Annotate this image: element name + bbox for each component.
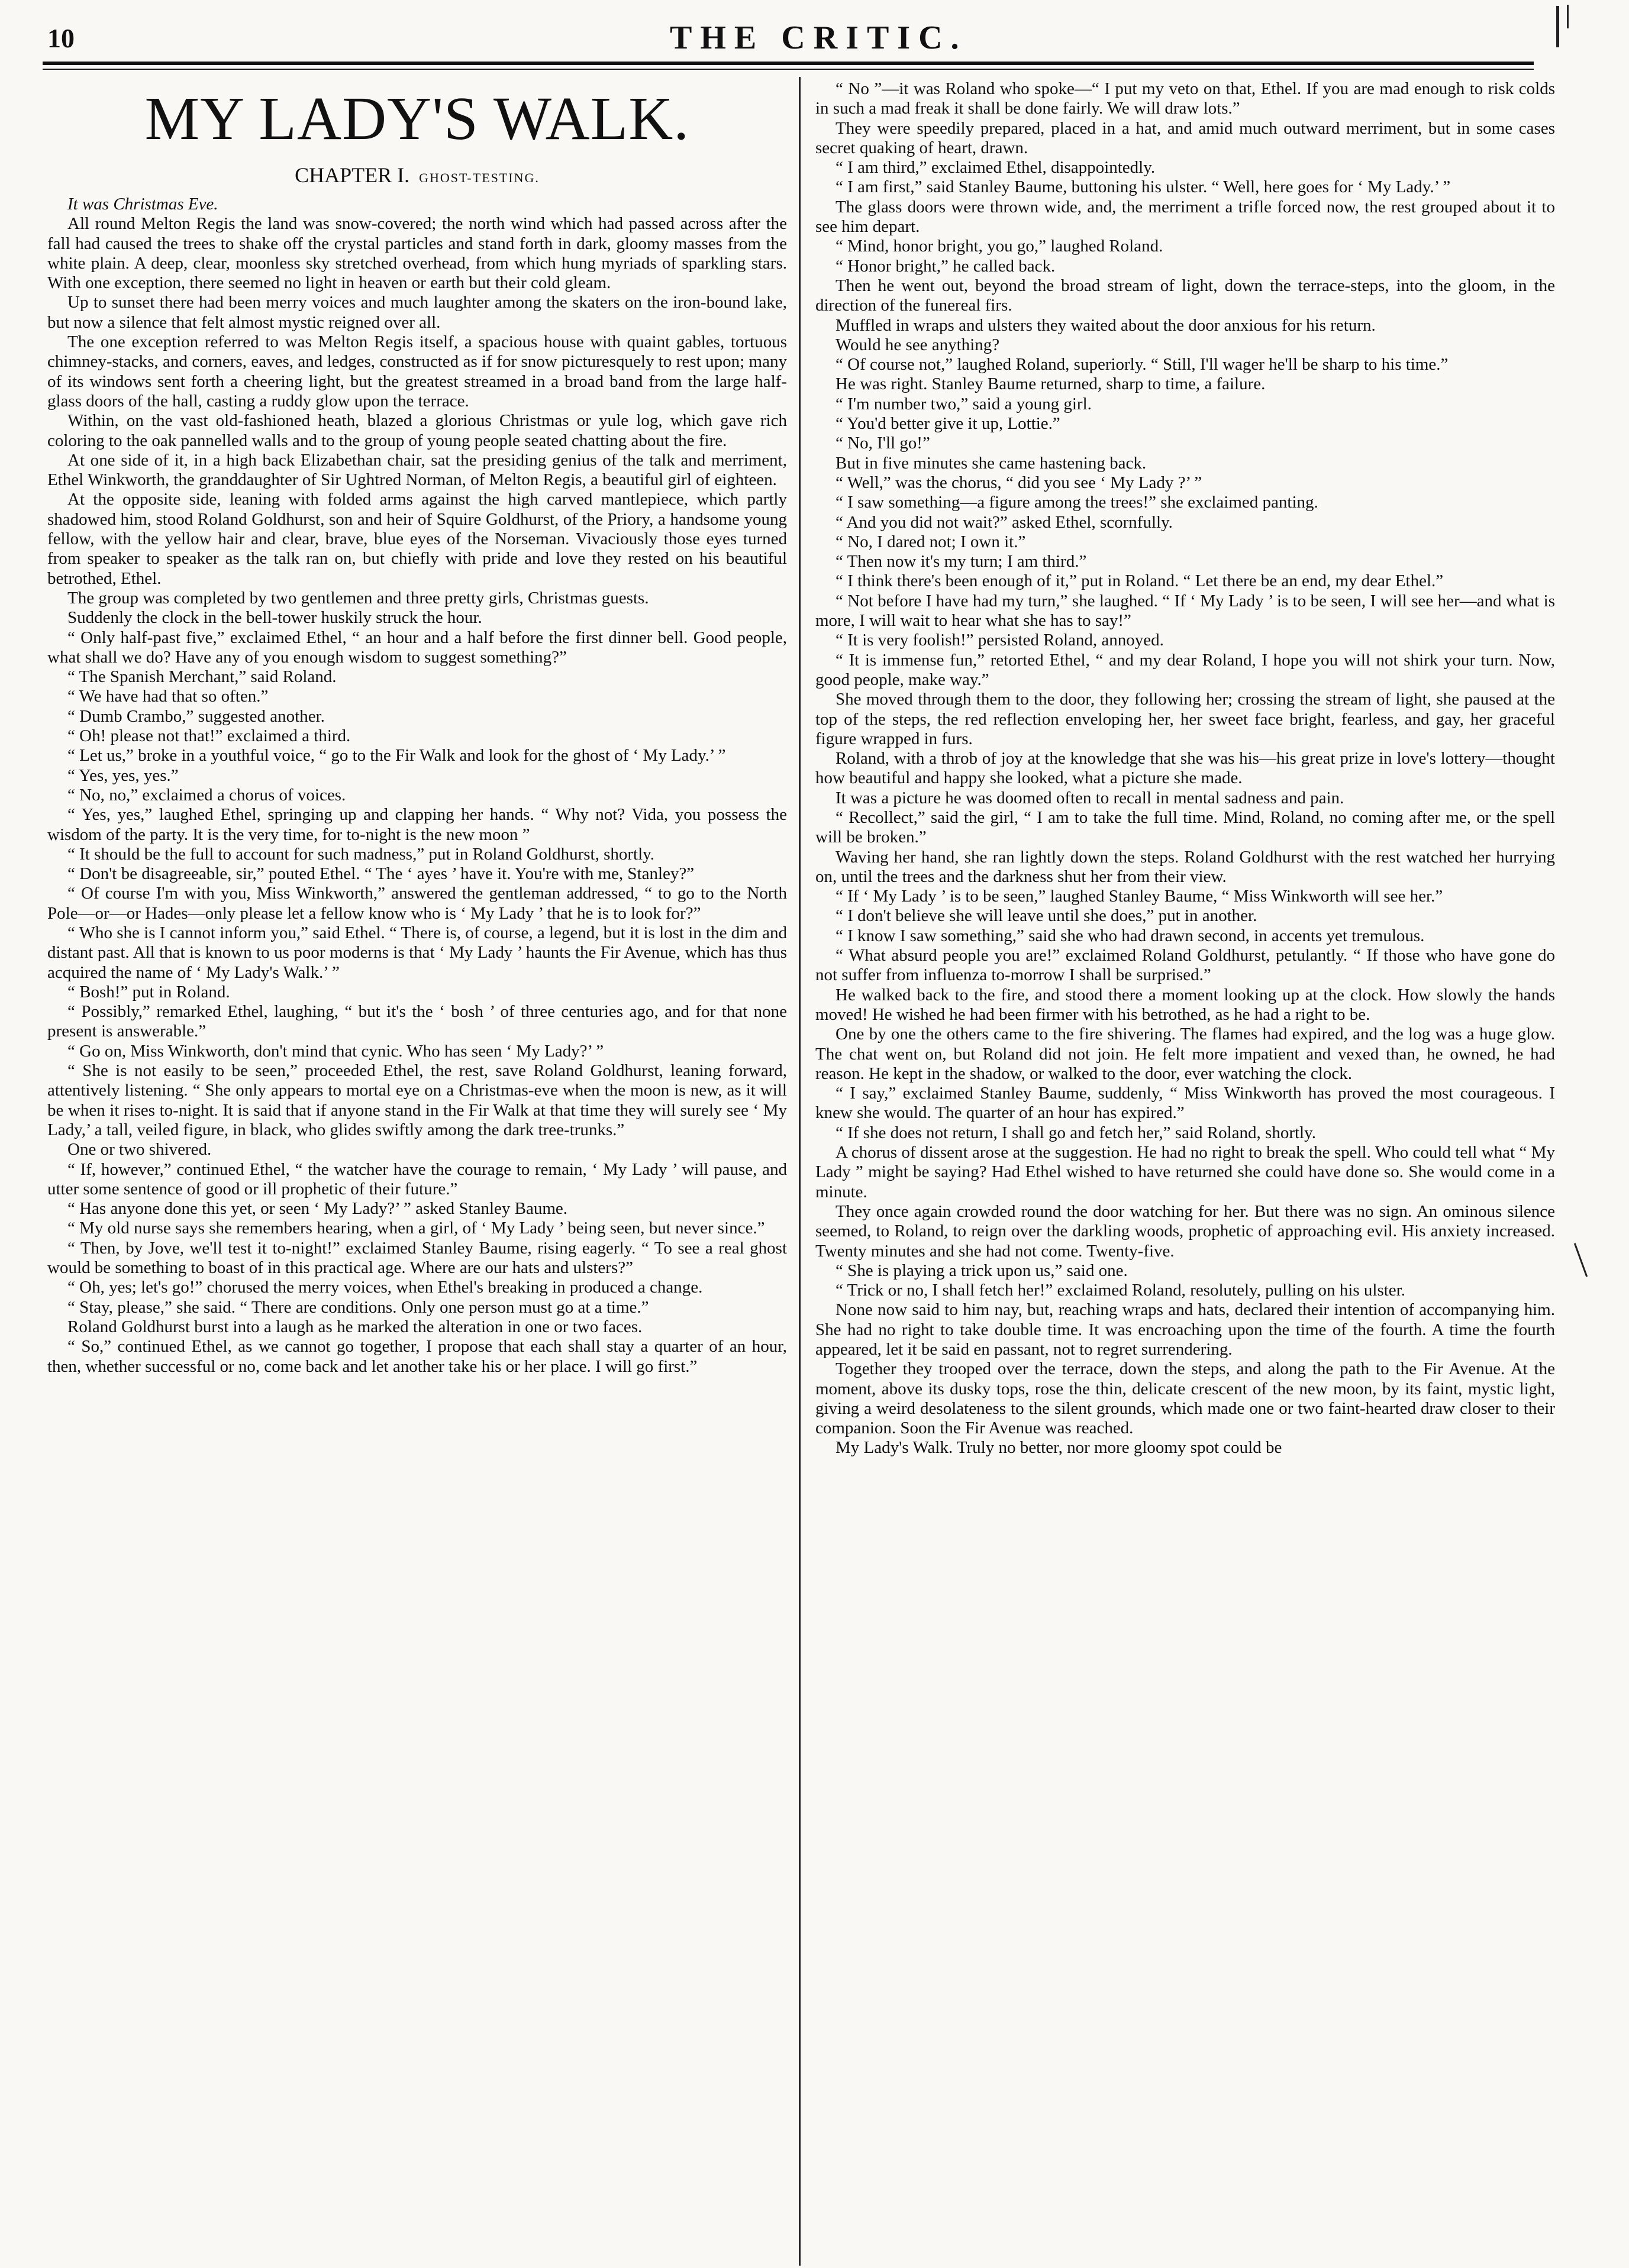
column-divider — [799, 77, 801, 2266]
paragraph: “ And you did not wait?” asked Ethel, scornfully. — [836, 512, 1173, 532]
paragraph: “ Only half-past five,” exclaimed Ethel, “ an hour and a half before the first dinner bell. Good people, what shall we do? Have any of you enough wisdom to suggest something?” — [47, 628, 787, 667]
paragraph: “ It should be the full to account for such madness,” put in Roland Goldhurst, shortly. — [67, 844, 655, 864]
paragraph: “ Go on, Miss Winkworth, don't mind that cynic. Who has seen ‘ My Lady?’ ” — [67, 1041, 604, 1061]
paragraph: Muffled in wraps and ulsters they waited about the door anxious for his return. — [836, 315, 1376, 335]
paragraph: “ Recollect,” said the girl, “ I am to take the full time. Mind, Roland, no coming after me, or the spell will be broken.” — [815, 807, 1555, 847]
paragraph: He walked back to the fire, and stood there a moment looking up at the clock. How slowly the hands moved! He wished he had been firmer with his betrothed, as he had a right to be. — [815, 985, 1555, 1024]
paragraph: It was a picture he was doomed often to recall in mental sadness and pain. — [836, 788, 1344, 807]
paragraph: “ Of course I'm with you, Miss Winkworth,” answered the gentleman addressed, “ to go to the North Pole—or—or Hades—only please let a fellow know who is ‘ My Lady ’ that he is to look for?” — [47, 884, 787, 923]
paragraph: “ Then now it's my turn; I am third.” — [836, 552, 1087, 571]
paragraph: “ Honor bright,” he called back. — [836, 256, 1056, 276]
paragraph: “ No, no,” exclaimed a chorus of voices. — [67, 785, 346, 805]
paragraph: “ Yes, yes,” laughed Ethel, springing up and clapping her hands. “ Why not? Vida, you possess the wisdom of the party. It is the very time, for to-night is the new moon ” — [47, 805, 787, 844]
paragraph: “ The Spanish Merchant,” said Roland. — [67, 667, 337, 687]
paragraph: One by one the others came to the fire shivering. The flames had expired, and the log was a huge glow. The chat went on, but Roland did not join. He felt more impatient and vexed than, he owned, he had reason. He kept in the shadow, or walked to the door, ever watching the clock. — [815, 1025, 1555, 1083]
paragraph: “ Don't be disagreeable, sir,” pouted Ethel. “ The ‘ ayes ’ have it. You're with me, Stanley?” — [67, 864, 695, 884]
chapter-heading — [47, 162, 787, 191]
paragraph: “ She is playing a trick upon us,” said one. — [836, 1261, 1128, 1280]
paragraph: “ Yes, yes, yes.” — [67, 765, 179, 785]
paragraph: “ Stay, please,” she said. “ There are conditions. Only one person must go at a time.” — [67, 1297, 649, 1317]
right-column — [815, 79, 1555, 2256]
paragraph: “ Who she is I cannot inform you,” said Ethel. “ There is, of course, a legend, but it is lost in the dim and distant past. All that is known to us poor moderns is that ‘ My Lady ’ haunts the Fir Avenue, which has thus acquired the name of ‘ My Lady's Walk.’ ” — [47, 923, 787, 982]
paragraph: “ Possibly,” remarked Ethel, laughing, “ but it's the ‘ bosh ’ of three centuries ago, and for that none present is answerable.” — [47, 1002, 787, 1041]
left-column — [47, 79, 787, 2256]
paragraph: Waving her hand, she ran lightly down the steps. Roland Goldhurst with the rest watched her hurrying on, until the trees and the darkness shut her from their view. — [815, 847, 1555, 886]
paragraph: “ Then, by Jove, we'll test it to-night!” exclaimed Stanley Baume, rising eagerly. “ To see a real ghost would be something to boast of in this practical age. Where are our hats and ulsters?” — [47, 1238, 787, 1278]
paragraph: They once again crowded round the door watching for her. But there was no sign. An ominous silence seemed, to Roland, to reign over the darkling woods, prophetic of approaching evil. His anxiety increased. Twenty minutes and she had not come. Twenty-five. — [815, 1201, 1555, 1261]
paragraph: Roland Goldhurst burst into a laugh as he marked the alteration in one or two faces. — [67, 1317, 643, 1336]
paragraph: A chorus of dissent arose at the suggestion. He had no right to break the spell. Who could tell what “ My Lady ” might be saying? Had Ethel wished to have returned she could have done so. She would come in a minute. — [815, 1143, 1555, 1201]
paragraph: “ Oh! please not that!” exclaimed a third. — [67, 726, 351, 746]
paragraph: “ What absurd people you are!” exclaimed Roland Goldhurst, petulantly. “ If those who have gone do not suffer from influenza to-morrow I shall be surprised.” — [815, 946, 1555, 985]
paragraph: Up to sunset there had been merry voices and much laughter among the skaters on the iron-bound lake, but now a silence that felt almost mystic reigned over all. — [47, 293, 787, 332]
page-number: 10 — [47, 23, 75, 53]
paragraph: She moved through them to the door, they following her; crossing the stream of light, she paused at the top of the steps, the red reflection enveloping her, her sweet face bright, fearless, and gay, her graceful figure wrapped in furs. — [815, 690, 1555, 748]
chapter-subtitle: GHOST-TESTING. — [419, 170, 540, 185]
paragraph: “ She is not easily to be seen,” proceeded Ethel, the rest, save Roland Goldhurst, leaning forward, attentively listening. “ She only appears to mortal eye on a Christmas-eve when the moon is new, as it will be when it rises to-night. It is said that if anyone stand in the Fir Walk at that time they will surely see ‘ My Lady,’ a tall, veiled figure, in black, who glides swiftly among the dark tree-trunks.” — [47, 1061, 787, 1139]
paragraph: “ I saw something—a figure among the trees!” she exclaimed panting. — [836, 493, 1318, 512]
scan-edge-mark — [1567, 5, 1569, 28]
paragraph: “ We have had that so often.” — [67, 687, 269, 706]
header-rule — [43, 62, 1534, 65]
paragraph: “ Has anyone done this yet, or seen ‘ My Lady?’ ” asked Stanley Baume. — [67, 1199, 568, 1219]
page-header — [43, 15, 1522, 60]
paragraph: “ It is very foolish!” persisted Roland, annoyed. — [836, 631, 1164, 650]
paragraph: “ I am first,” said Stanley Baume, buttoning his ulster. “ Well, here goes for ‘ My Lady.’ ” — [836, 177, 1451, 197]
paragraph: “ If ‘ My Lady ’ is to be seen,” laughed Stanley Baume, “ Miss Winkworth will see her.” — [836, 887, 1443, 906]
paragraph: Would he see anything? — [836, 335, 1000, 354]
chapter-label: CHAPTER I. — [295, 163, 410, 187]
paragraph: “ If, however,” continued Ethel, “ the watcher have the courage to remain, ‘ My Lady ’ will pause, and utter some sentence of good or ill prophetic of their future.” — [47, 1159, 787, 1198]
paragraph: “ It is immense fun,” retorted Ethel, “ and my dear Roland, I hope you will not shirk your turn. Now, good people, make way.” — [815, 650, 1555, 689]
paragraph: “ Not before I have had my turn,” she laughed. “ If ‘ My Lady ’ is to be seen, I will see her—and what is more, I will wait to hear what she has to say!” — [815, 591, 1555, 631]
scan-edge-mark — [1556, 6, 1559, 47]
paragraph: “ No, I'll go!” — [836, 434, 930, 453]
paragraph: It was Christmas Eve. — [67, 195, 218, 214]
paragraph: “ Well,” was the chorus, “ did you see ‘ My Lady ?’ ” — [836, 473, 1202, 492]
paragraph: “ Trick or no, I shall fetch her!” exclaimed Roland, resolutely, pulling on his ulster. — [836, 1281, 1405, 1300]
scan-edge-mark — [1574, 1243, 1588, 1277]
paragraph: Within, on the vast old-fashioned heath, blazed a glorious Christmas or yule log, which gave rich coloring to the oak pannelled walls and to the group of young people seated chatting about the fire. — [47, 411, 787, 450]
paragraph: All round Melton Regis the land was snow-covered; the north wind which had passed across after the fall had caused the trees to shake off the crystal particles and stand forth in dark, gloomy masses from the white plain. A deep, clear, moonless sky stretched overhead, from which hung myriads of sparkling stars. With one exception, there seemed no light in heaven or earth but their cold gleam. — [47, 214, 787, 293]
paragraph: None now said to him nay, but, reaching wraps and hats, declared their intention of accompanying him. She had no right to take double time. It was encroaching upon the time of the fourth. A time the fourth appeared, let it be said en passant, not to regret surrendering. — [815, 1300, 1555, 1359]
paragraph: “ My old nurse says she remembers hearing, when a girl, of ‘ My Lady ’ being seen, but never since.” — [67, 1219, 765, 1238]
paragraph: “ I think there's been enough of it,” put in Roland. “ Let there be an end, my dear Ethel.” — [836, 571, 1444, 591]
paragraph: “ I'm number two,” said a young girl. — [836, 394, 1092, 413]
paragraph: But in five minutes she came hastening back. — [836, 453, 1147, 473]
paragraph: “ I don't believe she will leave until she does,” put in another. — [836, 906, 1257, 926]
paragraph: “ Let us,” broke in a youthful voice, “ go to the Fir Walk and look for the ghost of ‘ My Lady.’ ” — [67, 746, 726, 765]
paragraph: At one side of it, in a high back Elizabethan chair, sat the presiding genius of the talk and merriment, Ethel Winkworth, the granddaughter of Sir Ughtred Norman, of Melton Regis, a beautiful girl of eighteen. — [47, 450, 787, 490]
article-title: MY LADY'S WALK. — [144, 85, 690, 153]
paragraph: They were speedily prepared, placed in a hat, and amid much outward merriment, but in some cases secret quaking of heart, drawn. — [815, 118, 1555, 157]
paragraph: “ I know I saw something,” said she who had drawn second, in accents yet tremulous. — [836, 926, 1425, 945]
paragraph: Roland, with a throb of joy at the knowledge that she was his—his great prize in love's lottery—thought how beautiful and happy she looked, what a picture she made. — [815, 749, 1555, 788]
paragraph: “ No, I dared not; I own it.” — [836, 532, 1026, 551]
paragraph: “ If she does not return, I shall go and fetch her,” said Roland, shortly. — [836, 1123, 1316, 1142]
paragraph: “ Dumb Crambo,” suggested another. — [67, 706, 325, 726]
paragraph: Suddenly the clock in the bell-tower huskily struck the hour. — [67, 608, 482, 628]
paragraph: The group was completed by two gentlemen and three pretty girls, Christmas guests. — [67, 588, 649, 608]
paragraph: Together they trooped over the terrace, down the steps, and along the path to the Fir Avenue. At the moment, above its dusky tops, rose the thin, delicate crescent of the new moon, by its faint, mystic light, giving a weird desolateness to the silent grounds, which made one or two faint-hearted draw closer to their companion. Soon the Fir Avenue was reached. — [815, 1359, 1555, 1438]
paragraph: The glass doors were thrown wide, and, the merriment a trifle forced now, the rest grouped about it to see him depart. — [815, 197, 1555, 237]
paragraph: “ You'd better give it up, Lottie.” — [836, 414, 1060, 434]
paragraph: My Lady's Walk. Truly no better, nor more gloomy spot could be — [836, 1438, 1282, 1458]
paragraph: “ I am third,” exclaimed Ethel, disappointedly. — [836, 158, 1156, 177]
paragraph: Then he went out, beyond the broad stream of light, down the terrace-steps, into the gloom, in the direction of the funereal firs. — [815, 276, 1555, 315]
paragraph: He was right. Stanley Baume returned, sharp to time, a failure. — [836, 374, 1266, 394]
paragraph: At the opposite side, leaning with folded arms against the high carved mantlepiece, which partly shadowed him, stood Roland Goldhurst, son and heir of Squire Goldhurst, of the Priory, a handsome young fellow, with the yellow hair and clear, brave, blue eyes of the Norseman. Vivaciously those eyes turned from speaker to speaker as the talk ran on, but chiefly with pride and love they rested on his beautiful betrothed, Ethel. — [47, 490, 787, 588]
paragraph: “ Mind, honor bright, you go,” laughed Roland. — [836, 237, 1163, 256]
paragraph: “ No ”—it was Roland who spoke—“ I put my veto on that, Ethel. If you are mad enough to risk colds in such a mad freak it shall be done fairly. We will draw lots.” — [815, 79, 1555, 118]
paragraph: “ Oh, yes; let's go!” chorused the merry voices, when Ethel's breaking in produced a change. — [67, 1278, 703, 1297]
paragraph: “ I say,” exclaimed Stanley Baume, suddenly, “ Miss Winkworth has proved the most courageous. I knew she would. The quarter of an hour has expired.” — [815, 1084, 1555, 1123]
paragraph: “ Bosh!” put in Roland. — [67, 982, 230, 1001]
paragraph: The one exception referred to was Melton Regis itself, a spacious house with quaint gables, tortuous chimney-stacks, and corners, eaves, and ledges, constructed as if for snow picturesquely to rest upon; many of its windows sent forth a cheering light, but the greatest streamed in a broad band from the large half-glass doors of the hall, casting a ruddy glow upon the terrace. — [47, 332, 787, 411]
paragraph: “ So,” continued Ethel, as we cannot go together, I propose that each shall stay a quarter of an hour, then, whether successful or no, come back and let another take his or her place. I will go first.” — [47, 1337, 787, 1376]
publication-title: THE CRITIC. — [670, 20, 967, 56]
paragraph: One or two shivered. — [67, 1140, 212, 1159]
paragraph: “ Of course not,” laughed Roland, superiorly. “ Still, I'll wager he'll be sharp to his time.” — [836, 355, 1449, 374]
header-rule-thin — [43, 69, 1534, 70]
